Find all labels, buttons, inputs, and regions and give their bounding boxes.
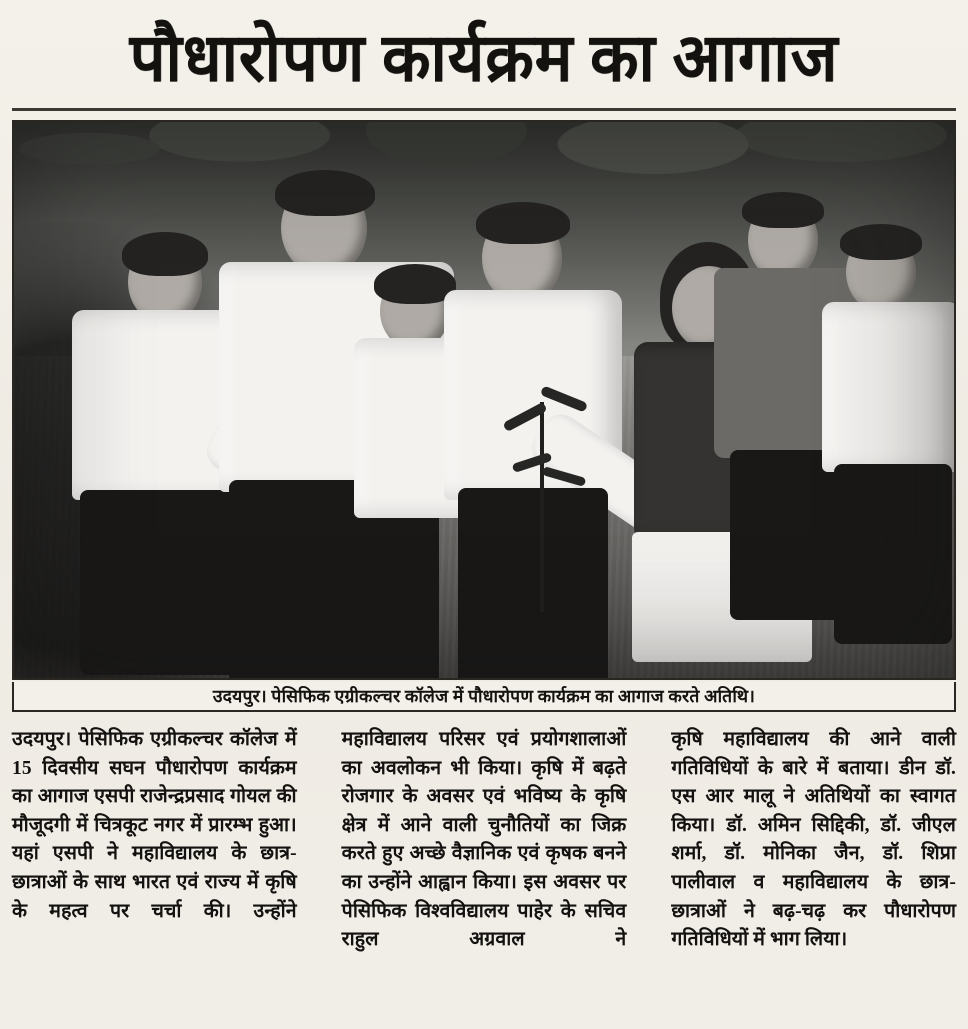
article-column-1 bbox=[12, 726, 297, 1022]
page-title: पौधारोपण कार्यक्रम का आगाज bbox=[129, 20, 839, 95]
article-paragraph: कृषि महाविद्यालय की आने वाली गतिविधियों के बारे में बताया। डीन डॉ. एस आर मालू ने अतिथियों का स्वागत किया। डॉ. अमिन सिद्दिकी, डॉ. जीएल शर्मा, डॉ. मोनिका जैन, डॉ. शिप्रा पालीवाल व महाविद्यालय के छात्र-छात्राओं ने बढ़-चढ़ कर पौधारोपण गतिविधियों में भाग लिया। bbox=[671, 729, 957, 951]
article-body bbox=[12, 726, 956, 1022]
article-column-3 bbox=[671, 726, 956, 1022]
column-separator bbox=[648, 726, 649, 1022]
photo-vignette bbox=[14, 122, 954, 678]
photo-caption bbox=[12, 682, 956, 712]
article-paragraph: उदयपुर। पेसिफिक एग्रीकल्चर कॉलेज में 15 दिवसीय सघन पौधारोपण कार्यक्रम का आगाज एसपी राजेन्द्रप्रसाद गोयल की मौजूदगी में चित्रकूट नगर में प्रारम्भ हुआ। यहां एसपी ने महाविद्यालय के छात्र-छात्राओं के साथ भारत एवं राज्य में कृषि के महत्व पर चर्चा की। उन्होंने bbox=[12, 729, 297, 922]
column-separator bbox=[319, 726, 320, 1022]
photo-caption-text: उदयपुर। पेसिफिक एग्रीकल्चर कॉलेज में पौधारोपण कार्यक्रम का आगाज करते अतिथि। bbox=[212, 686, 756, 706]
photo-image bbox=[14, 122, 954, 678]
article-photo bbox=[12, 120, 956, 680]
article-paragraph: महाविद्यालय परिसर एवं प्रयोगशालाओं का अवलोकन भी किया। कृषि में बढ़ते रोजगार के अवसर एवं भविष्य के कृषि क्षेत्र में आने वाली चुनौतियों का जिक्र करते हुए अच्छे वैज्ञानिक एवं कृषक बनने का उन्होंने आह्वान किया। इस अवसर पर पेसिफिक विश्वविद्यालय पाहेर के सचिव राहुल अग्रवाल ने bbox=[341, 729, 627, 951]
headline-divider bbox=[12, 108, 956, 111]
article-column-2 bbox=[342, 726, 627, 1022]
headline-container bbox=[0, 6, 968, 110]
